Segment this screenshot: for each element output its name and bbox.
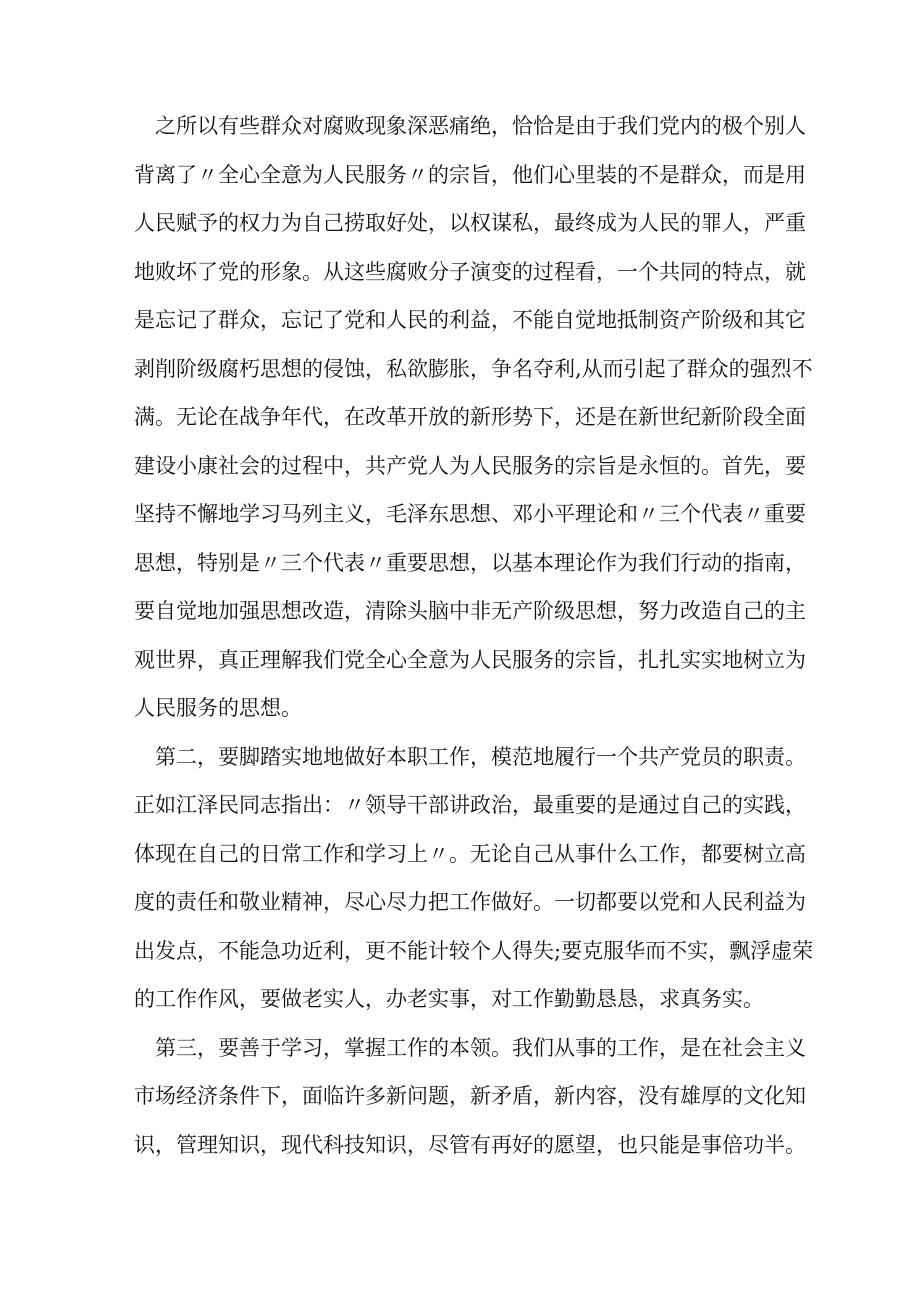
text-line: 坚持不懈地学习马列主义，毛泽东思想、邓小平理论和〃三个代表〃重要	[134, 502, 806, 526]
text-line: 第二，要脚踏实地地做好本职工作，模范地履行一个共产党员的职责。	[155, 744, 806, 769]
text-line: 思想，特别是〃三个代表〃重要思想，以基本理论作为我们行动的指南，	[134, 550, 806, 575]
paragraph-3	[134, 1024, 806, 1170]
text-line: 人民赋予的权力为自己捞取好处，以权谋私，最终成为人民的罪人，严重	[134, 211, 806, 235]
text-line: 第三，要善于学习，掌握工作的本领。我们从事的工作，是在社会主义	[155, 1035, 806, 1060]
text-line: 体现在自己的日常工作和学习上〃。无论自己从事什么工作，都要树立高	[134, 841, 806, 866]
paragraph-2	[134, 733, 814, 1024]
text-line: 的工作作风，要做老实人，办老实事，对工作勤勤恳恳，求真务实。	[134, 987, 764, 1011]
text-line: 出发点，不能急功近利，更不能计较个人得失;要克服华而不实，飘浮虚荣	[134, 938, 814, 963]
text-line: 建设小康社会的过程中，共产党人为人民服务的宗旨是永恒的。首先，要	[134, 453, 806, 478]
text-line: 观世界，真正理解我们党全心全意为人民服务的宗旨，扎扎实实地树立为	[134, 647, 806, 672]
text-line: 背离了〃全心全意为人民服务〃的宗旨，他们心里装的不是群众，而是用	[134, 162, 806, 187]
paragraph-1	[134, 102, 813, 733]
text-line: 市场经济条件下，面临许多新问题，新矛盾，新内容，没有雄厚的文化知	[134, 1084, 806, 1108]
text-line: 剥削阶级腐朽思想的侵蚀，私欲膨胀，争名夺利,从而引起了群众的强烈不	[134, 356, 813, 381]
text-line: 度的责任和敬业精神，尽心尽力把工作做好。一切都要以党和人民利益为	[134, 890, 806, 914]
document-body	[134, 102, 814, 1169]
text-line: 满。无论在战争年代，在改革开放的新形势下，还是在新世纪新阶段全面	[134, 405, 806, 429]
text-line: 人民服务的思想。	[134, 696, 302, 720]
text-line: 是忘记了群众，忘记了党和人民的利益，不能自觉地抵制资产阶级和其它	[134, 308, 806, 332]
text-line: 地败坏了党的形象。从这些腐败分子演变的过程看，一个共同的特点，就	[134, 259, 806, 284]
text-line: 正如江泽民同志指出：〃领导干部讲政治，最重要的是通过自己的实践，	[134, 793, 806, 817]
text-line: 之所以有些群众对腐败现象深恶痛绝，恰恰是由于我们党内的极个别人	[155, 114, 806, 138]
text-line: 要自觉地加强思想改造，清除头脑中非无产阶级思想，努力改造自己的主	[134, 599, 806, 623]
text-line: 识，管理知识，现代科技知识，尽管有再好的愿望，也只能是事倍功半。	[134, 1132, 806, 1157]
